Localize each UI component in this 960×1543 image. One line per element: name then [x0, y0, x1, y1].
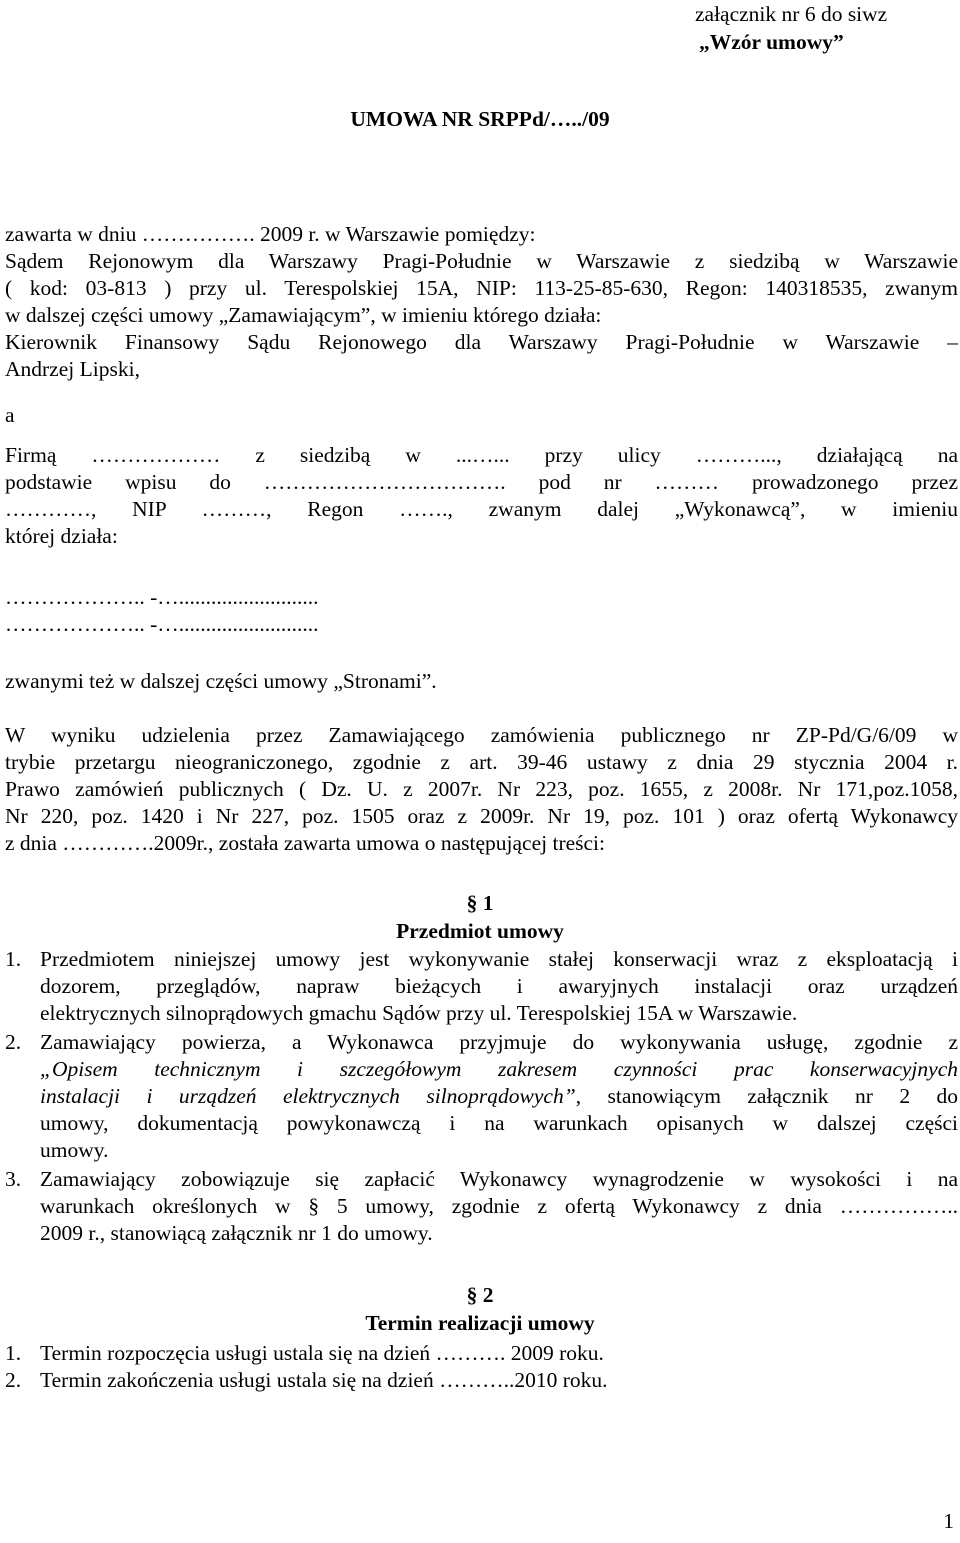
intro-line: Kierownik Finansowy Sądu Rejonowego dla Warszawy Pragi-Południe w Warszawie – — [5, 330, 958, 354]
representative-line: ……………….. -….......................... — [5, 585, 319, 609]
intro-line: Andrzej Lipski, — [5, 357, 140, 381]
annex-header — [695, 0, 960, 56]
representatives — [5, 584, 958, 638]
contractor-block — [5, 442, 958, 550]
intro-line: ( kod: 03-813 ) przy ul. Terespolskiej 15A, NIP: 113-25-85-630, Regon: 140318535, zwanym — [5, 276, 958, 300]
page-number: 1 — [943, 1509, 954, 1533]
item-line — [40, 1083, 958, 1110]
contractor-line: …………, NIP ………, Regon ……., zwanym dalej „Wykonawcą”, w imieniu — [5, 497, 958, 521]
section-1-number: § 1 — [466, 891, 494, 915]
basis-line: trybie przetargu nieograniczonego, zgodnie z art. 39-46 ustawy z dnia 29 stycznia 2004 r. — [5, 750, 958, 774]
list-item — [5, 1166, 958, 1247]
list-item — [5, 946, 958, 1027]
item-number: 1. — [5, 1341, 22, 1365]
item-line: 2009 r., stanowiącą załącznik nr 1 do umowy. — [40, 1221, 433, 1245]
contractor-line: podstawie wpisu do ……………………………. pod nr ……… prowadzonego przez — [5, 470, 958, 494]
item-line: „Opisem technicznym i szczegółowym zakresem czynności prac konserwacyjnych — [40, 1057, 958, 1081]
contractor-line: której działa: — [5, 524, 118, 548]
contractor-line: Firmą ……………… z siedzibą w ...…... przy ulicy ………..., działającą na — [5, 443, 958, 467]
section-1-list — [5, 946, 958, 1247]
basis-line: Nr 220, poz. 1420 i Nr 227, poz. 1505 oraz z 2009r. Nr 19, poz. 101 ) oraz ofertą Wykonawcy — [5, 804, 958, 828]
template-label: „Wzór umowy” — [699, 30, 844, 54]
basis-line: Prawo zamówień publicznych ( Dz. U. z 2007r. Nr 223, poz. 1655, z 2008r. Nr 171,poz.1058, — [5, 777, 958, 801]
item-number: 3. — [5, 1167, 22, 1191]
list-item — [5, 1367, 958, 1394]
item-number: 1. — [5, 947, 22, 971]
list-item — [5, 1340, 958, 1367]
intro-line: w dalszej części umowy „Zamawiającym”, w imieniu którego działa: — [5, 303, 602, 327]
item-line: Zamawiający powierza, a Wykonawca przyjmuje do wykonywania usługę, zgodnie z — [40, 1030, 958, 1054]
basis-line: W wyniku udzielenia przez Zamawiającego zamówienia publicznego nr ZP-Pd/G/6/09 w — [5, 723, 958, 747]
intro-line: Sądem Rejonowym dla Warszawy Pragi-Południe w Warszawie z siedzibą w Warszawie — [5, 249, 958, 273]
annex-label: załącznik nr 6 do siwz — [695, 2, 888, 26]
contract-title: UMOWA NR SRPPd/…../09 — [350, 107, 610, 131]
item-italic-part: instalacji i urządzeń elektrycznych silnoprądowych” — [40, 1084, 576, 1108]
item-number: 2. — [5, 1368, 22, 1392]
item-line: dozorem, przeglądów, napraw bieżących i awaryjnych instalacji oraz urządzeń — [40, 974, 958, 998]
item-number: 2. — [5, 1030, 22, 1054]
basis-line: z dnia ………….2009r., została zawarta umowa o następującej treści: — [5, 831, 606, 855]
section-2-heading: Termin realizacji umowy — [365, 1311, 595, 1335]
item-line: Termin zakończenia usługi ustala się na dzień ………..2010 roku. — [40, 1368, 608, 1392]
section-2-list — [5, 1340, 958, 1394]
list-item — [5, 1029, 958, 1164]
section-1-heading: Przedmiot umowy — [396, 919, 564, 943]
section-2-number: § 2 — [466, 1283, 494, 1307]
item-line: warunkach określonych w § 5 umowy, zgodnie z ofertą Wykonawcy z dnia …………….. — [40, 1194, 958, 1218]
item-line: umowy, dokumentacją powykonawczą i na warunkach opisanych w dalszej części — [40, 1111, 958, 1135]
item-line: elektrycznych silnoprądowych gmachu Sądów przy ul. Terespolskiej 15A w Warszawie. — [40, 1001, 798, 1025]
item-line: Przedmiotem niniejszej umowy jest wykonywanie stałej konserwacji wraz z eksploatacją i — [40, 947, 958, 971]
item-line: Termin rozpoczęcia usługi ustala się na dzień ………. 2009 roku. — [40, 1341, 604, 1365]
item-line: umowy. — [40, 1138, 109, 1162]
conjunction-a: a — [5, 403, 15, 427]
basis-block — [5, 722, 958, 857]
item-line: Zamawiający zobowiązuje się zapłacić Wykonawcy wynagrodzenie w wysokości i na — [40, 1167, 958, 1191]
representative-line: ……………….. -….......................... — [5, 612, 319, 636]
item-plain-part: , stanowiącym załącznik nr 2 do — [575, 1084, 959, 1108]
intro-line: zawarta w dniu ……………. 2009 r. w Warszawie pomiędzy: — [5, 222, 536, 246]
parties-line: zwanymi też w dalszej części umowy „Stronami”. — [5, 669, 437, 693]
document-page — [5, 0, 958, 1543]
intro-block — [5, 221, 958, 383]
